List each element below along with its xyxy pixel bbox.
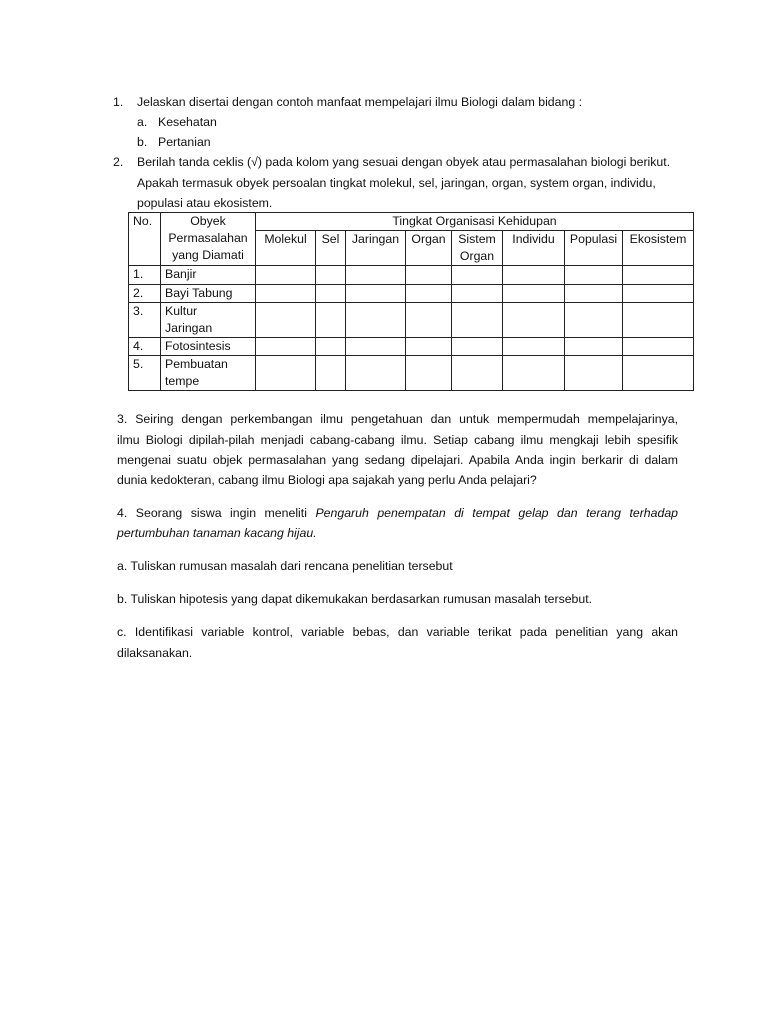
q1b-label: b. bbox=[137, 135, 148, 149]
table-header-row bbox=[129, 213, 694, 231]
q2-number: 2. bbox=[113, 155, 124, 169]
row-number: 5. bbox=[129, 356, 161, 391]
table-row bbox=[129, 356, 694, 391]
row-object: Banjir bbox=[161, 266, 256, 285]
check-cell[interactable] bbox=[623, 266, 694, 285]
check-cell[interactable] bbox=[452, 338, 503, 356]
check-cell[interactable] bbox=[503, 356, 565, 391]
level-jaringan: Jaringan bbox=[346, 231, 406, 266]
q4b-text: b. Tuliskan hipotesis yang dapat dikemukakan berdasarkan rumusan masalah tersebut. bbox=[117, 592, 593, 606]
check-cell[interactable] bbox=[452, 356, 503, 391]
header-no: No. bbox=[129, 213, 161, 266]
check-cell[interactable] bbox=[256, 356, 316, 391]
q4-line1 bbox=[117, 503, 678, 523]
check-cell[interactable] bbox=[503, 303, 565, 338]
check-cell[interactable] bbox=[623, 303, 694, 338]
check-cell[interactable] bbox=[316, 338, 346, 356]
check-cell[interactable] bbox=[565, 266, 623, 285]
level-organ: Organ bbox=[406, 231, 452, 266]
q1b-text: Pertanian bbox=[158, 135, 211, 149]
level-sistem-organ: Sistem Organ bbox=[452, 231, 503, 266]
q3-line2: ilmu Biologi dipilah-pilah menjadi cabang-cabang ilmu. Setiap cabang ilmu mengkaji lebih spesifik bbox=[117, 433, 678, 447]
q2-line3: populasi atau ekosistem. bbox=[137, 196, 273, 210]
header-object: Obyek Permasalahan yang Diamati bbox=[161, 213, 256, 266]
check-cell[interactable] bbox=[346, 356, 406, 391]
q2-line2: Apakah termasuk obyek persoalan tingkat molekul, sel, jaringan, organ, system organ, individu, bbox=[137, 176, 656, 190]
row-object: Fotosintesis bbox=[161, 338, 256, 356]
q3-line3: mengenai suatu objek permasalahan yang sedang dipelajari. Apabila Anda ingin berkarir di dalam bbox=[117, 453, 678, 467]
check-cell[interactable] bbox=[406, 266, 452, 285]
check-cell[interactable] bbox=[316, 266, 346, 285]
header-level-group: Tingkat Organisasi Kehidupan bbox=[256, 213, 694, 231]
row-number: 1. bbox=[129, 266, 161, 285]
check-cell[interactable] bbox=[256, 266, 316, 285]
check-cell[interactable] bbox=[565, 303, 623, 338]
row-object: Kultur Jaringan bbox=[161, 303, 256, 338]
check-cell[interactable] bbox=[346, 303, 406, 338]
q4a-text: a. Tuliskan rumusan masalah dari rencana penelitian tersebut bbox=[117, 559, 453, 573]
check-cell[interactable] bbox=[406, 303, 452, 338]
q3-line1: 3. Seiring dengan perkembangan ilmu pengetahuan dan untuk mempermudah mempelajarinya, bbox=[117, 412, 678, 426]
q4-intro: 4. Seorang siswa ingin meneliti bbox=[117, 506, 307, 520]
check-cell[interactable] bbox=[503, 266, 565, 285]
q2-line1: Berilah tanda ceklis (√) pada kolom yang sesuai dengan obyek atau permasalahan biologi berikut. bbox=[137, 155, 671, 169]
table-row bbox=[129, 303, 694, 338]
q4-title-part1: Pengaruh penempatan di tempat gelap dan terang terhadap bbox=[315, 506, 678, 520]
row-number: 2. bbox=[129, 285, 161, 303]
check-cell[interactable] bbox=[623, 356, 694, 391]
table-row bbox=[129, 266, 694, 285]
row-object: Pembuatan tempe bbox=[161, 356, 256, 391]
check-cell[interactable] bbox=[316, 303, 346, 338]
q4c-line1: c. Identifikasi variable kontrol, variable bebas, dan variable terikat pada penelitian yang akan bbox=[117, 625, 678, 639]
level-individu: Individu bbox=[503, 231, 565, 266]
q3-line4: dunia kedokteran, cabang ilmu Biologi apa sajakah yang perlu Anda pelajari? bbox=[117, 473, 537, 487]
check-cell[interactable] bbox=[406, 356, 452, 391]
check-cell[interactable] bbox=[316, 356, 346, 391]
row-number: 3. bbox=[129, 303, 161, 338]
q4-title-part2: pertumbuhan tanaman kacang hijau. bbox=[117, 526, 317, 540]
row-object: Bayi Tabung bbox=[161, 285, 256, 303]
table-row bbox=[129, 285, 694, 303]
check-cell[interactable] bbox=[256, 338, 316, 356]
check-cell[interactable] bbox=[346, 285, 406, 303]
level-ekosistem: Ekosistem bbox=[623, 231, 694, 266]
q1-number: 1. bbox=[113, 95, 124, 109]
row-number: 4. bbox=[129, 338, 161, 356]
check-cell[interactable] bbox=[346, 266, 406, 285]
check-cell[interactable] bbox=[565, 285, 623, 303]
check-cell[interactable] bbox=[565, 356, 623, 391]
check-cell[interactable] bbox=[256, 303, 316, 338]
level-sel: Sel bbox=[316, 231, 346, 266]
check-cell[interactable] bbox=[452, 266, 503, 285]
q4c-line2: dilaksanakan. bbox=[117, 646, 193, 660]
q1-text: Jelaskan disertai dengan contoh manfaat mempelajari ilmu Biologi dalam bidang : bbox=[137, 95, 582, 109]
check-cell[interactable] bbox=[406, 285, 452, 303]
q1a-label: a. bbox=[137, 115, 148, 129]
level-molekul: Molekul bbox=[256, 231, 316, 266]
level-populasi: Populasi bbox=[565, 231, 623, 266]
check-cell[interactable] bbox=[346, 338, 406, 356]
check-cell[interactable] bbox=[503, 338, 565, 356]
check-cell[interactable] bbox=[256, 285, 316, 303]
check-cell[interactable] bbox=[452, 285, 503, 303]
q1a-text: Kesehatan bbox=[158, 115, 217, 129]
check-cell[interactable] bbox=[452, 303, 503, 338]
check-cell[interactable] bbox=[503, 285, 565, 303]
check-cell[interactable] bbox=[316, 285, 346, 303]
table-row bbox=[129, 338, 694, 356]
check-cell[interactable] bbox=[406, 338, 452, 356]
check-cell[interactable] bbox=[565, 338, 623, 356]
check-cell[interactable] bbox=[623, 285, 694, 303]
organization-level-table bbox=[128, 212, 694, 391]
check-cell[interactable] bbox=[623, 338, 694, 356]
